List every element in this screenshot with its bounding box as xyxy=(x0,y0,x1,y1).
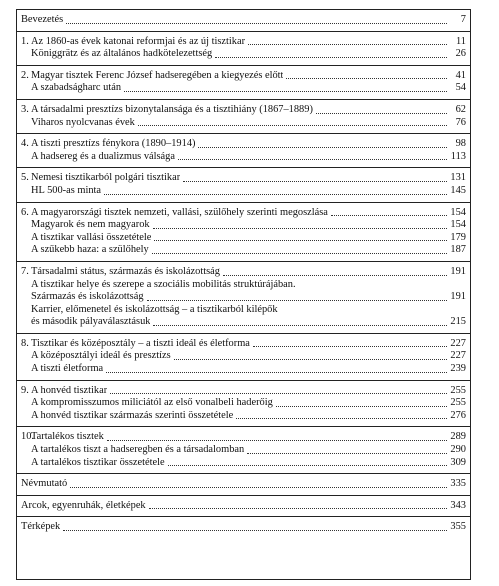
toc-entry[interactable] xyxy=(21,338,466,351)
toc-section xyxy=(17,100,470,134)
leader-dots xyxy=(183,180,447,182)
toc-subentry[interactable] xyxy=(21,304,466,329)
page-number: 41 xyxy=(455,69,466,81)
leader-dots xyxy=(286,77,447,79)
page-number: 276 xyxy=(450,409,466,421)
leader-dots xyxy=(154,239,447,241)
toc-section xyxy=(17,427,470,474)
entry-title: Tisztikar és középosztály – a tiszti ideál és életforma xyxy=(31,337,250,349)
leader-dots xyxy=(63,529,447,531)
entry-title: Magyar tisztek Ferenc József hadseregében a kiegyezés előtt xyxy=(31,69,284,81)
leader-dots xyxy=(153,227,447,229)
toc-entry[interactable] xyxy=(21,266,466,279)
page-number: 191 xyxy=(450,291,466,303)
toc-section xyxy=(17,381,470,428)
entry-title: Névmutató xyxy=(21,478,68,490)
toc-subentry[interactable] xyxy=(21,397,466,410)
leader-dots xyxy=(104,193,447,195)
toc-entry[interactable] xyxy=(21,431,466,444)
leader-dots xyxy=(147,299,447,301)
page-number: 343 xyxy=(450,499,466,511)
toc-section xyxy=(17,496,470,518)
entry-title: Viharos nyolcvanas évek xyxy=(31,116,135,128)
page-number: 179 xyxy=(450,231,466,243)
toc-entry[interactable] xyxy=(21,14,466,27)
toc-section xyxy=(17,134,470,168)
entry-number: 8. xyxy=(21,337,29,349)
toc-subentry[interactable] xyxy=(21,457,466,470)
toc-section xyxy=(17,203,470,262)
toc-entry[interactable] xyxy=(21,207,466,220)
page-number: 227 xyxy=(450,337,466,349)
toc-entry[interactable] xyxy=(21,385,466,398)
entry-title-continuation: és második pályaválasztásuk xyxy=(31,316,151,328)
leader-dots xyxy=(124,90,447,92)
entry-title: HL 500-as minta xyxy=(31,184,102,196)
entry-title: A tartalékos tisztikar összetétele xyxy=(31,456,165,468)
toc-entry[interactable] xyxy=(21,478,466,491)
entry-title: A tisztikar helye és szerepe a szociális mobilitás struktúrájában. xyxy=(31,278,296,290)
toc-subentry[interactable] xyxy=(21,410,466,423)
entry-title: A tiszti életforma xyxy=(31,363,104,375)
page-number: 113 xyxy=(450,150,466,162)
entry-number: 2. xyxy=(21,69,29,81)
page-number: 98 xyxy=(455,138,466,150)
entry-title: A középosztályi ideál és presztízs xyxy=(31,350,171,362)
entry-title: A tartalékos tiszt a hadseregben és a társadalomban xyxy=(31,444,245,456)
leader-dots xyxy=(152,252,447,254)
page-number: 131 xyxy=(450,172,466,184)
toc-entry[interactable] xyxy=(21,521,466,534)
entry-title: Térképek xyxy=(21,521,61,533)
toc-section xyxy=(17,262,470,334)
toc-entry[interactable] xyxy=(21,138,466,151)
leader-dots xyxy=(316,112,447,114)
entry-title: Nemesi tisztikarból polgári tisztikar xyxy=(31,172,181,184)
leader-dots xyxy=(106,371,447,373)
entry-title: Arcok, egyenruhák, életképek xyxy=(21,499,146,511)
entry-number: 7. xyxy=(21,265,29,277)
toc-subentry[interactable] xyxy=(21,185,466,198)
entry-number: 10. xyxy=(21,431,34,443)
entry-number: 4. xyxy=(21,138,29,150)
entry-title: A hadsereg és a dualizmus válsága xyxy=(31,150,175,162)
entry-title: Magyarok és nem magyarok xyxy=(31,219,150,231)
leader-dots xyxy=(153,324,447,326)
toc-section xyxy=(17,10,470,32)
toc-section xyxy=(17,474,470,496)
entry-number: 6. xyxy=(21,206,29,218)
entry-number: 9. xyxy=(21,384,29,396)
leader-dots xyxy=(215,56,447,58)
page-number: 154 xyxy=(450,206,466,218)
toc-section xyxy=(17,66,470,100)
toc-subentry[interactable] xyxy=(21,363,466,376)
page-number: 7 xyxy=(460,14,466,25)
leader-dots xyxy=(331,214,447,216)
page-number: 255 xyxy=(450,384,466,396)
entry-title: A kompromisszumos miliciától az első vonalbeli haderőig xyxy=(31,397,273,409)
entry-title-continuation: Származás és iskolázottság xyxy=(31,291,144,303)
toc-subentry[interactable] xyxy=(21,151,466,164)
leader-dots xyxy=(248,43,447,45)
entry-title: Karrier, előmenetel és iskolázottság – a tisztikarból kilépők xyxy=(31,303,278,315)
page-number: 145 xyxy=(450,184,466,196)
leader-dots xyxy=(198,146,447,148)
leader-dots xyxy=(110,392,447,394)
entry-title: Az 1860-as évek katonai reformjai és az új tisztikar xyxy=(31,35,246,47)
entry-title: A honvéd tisztikar xyxy=(31,384,108,396)
toc-entry[interactable] xyxy=(21,70,466,83)
page-number: 54 xyxy=(455,82,466,94)
leader-dots xyxy=(174,358,447,360)
entry-title: Társadalmi státus, származás és iskolázottság xyxy=(31,265,220,277)
toc-subentry[interactable] xyxy=(21,82,466,95)
toc-section xyxy=(17,168,470,202)
page-number: 239 xyxy=(450,363,466,375)
page-number: 355 xyxy=(450,521,466,533)
leader-dots xyxy=(223,274,447,276)
toc-section xyxy=(17,32,470,66)
leader-dots xyxy=(236,417,447,419)
leader-dots xyxy=(107,439,447,441)
page-number: 191 xyxy=(450,265,466,277)
page-number: 290 xyxy=(450,444,466,456)
toc-subentry[interactable] xyxy=(21,279,466,304)
toc-entry[interactable] xyxy=(21,172,466,185)
toc-subentry[interactable] xyxy=(21,232,466,245)
toc-subentry[interactable] xyxy=(21,219,466,232)
toc-section xyxy=(17,517,470,538)
toc-subentry[interactable] xyxy=(21,244,466,257)
entry-number: 3. xyxy=(21,103,29,115)
entry-title: A honvéd tisztikar származás szerinti összetétele xyxy=(31,409,234,421)
entry-title: A szabadságharc után xyxy=(31,82,122,94)
page-number: 309 xyxy=(450,456,466,468)
toc-entry[interactable] xyxy=(21,500,466,513)
entry-number: 5. xyxy=(21,172,29,184)
entry-number: 1. xyxy=(21,35,29,47)
toc-section xyxy=(17,334,470,381)
page-number: 227 xyxy=(450,350,466,362)
page-number: 76 xyxy=(455,116,466,128)
leader-dots xyxy=(276,405,447,407)
toc-entry[interactable] xyxy=(21,36,466,49)
page-number: 187 xyxy=(450,244,466,256)
page-number: 215 xyxy=(450,316,466,328)
entry-title: A szűkebb haza: a szülőhely xyxy=(31,244,149,256)
page-number: 255 xyxy=(450,397,466,409)
entry-title: A magyarországi tisztek nemzeti, vallási, szülőhely szerinti megoszlása xyxy=(31,206,328,218)
leader-dots xyxy=(70,486,447,488)
entry-title: A tiszti presztízs fénykora (1890–1914) xyxy=(31,138,196,150)
page-number: 11 xyxy=(455,35,466,47)
toc-subentry[interactable] xyxy=(21,48,466,61)
leader-dots xyxy=(247,452,447,454)
leader-dots xyxy=(138,124,447,126)
page-number: 154 xyxy=(450,219,466,231)
leader-dots xyxy=(149,507,447,509)
toc-entry[interactable] xyxy=(21,104,466,117)
toc-subentry[interactable] xyxy=(21,444,466,457)
leader-dots xyxy=(178,158,447,160)
entry-title: A társadalmi presztízs bizonytalansága és a tisztihiány (1867–1889) xyxy=(31,103,313,115)
page-number: 26 xyxy=(455,48,466,60)
leader-dots xyxy=(66,22,447,24)
table-of-contents xyxy=(16,9,471,580)
toc-subentry[interactable] xyxy=(21,350,466,363)
page-number: 289 xyxy=(450,431,466,443)
page-number: 335 xyxy=(450,478,466,490)
page-number: 62 xyxy=(455,103,466,115)
toc-subentry[interactable] xyxy=(21,117,466,130)
entry-title: Tartalékos tisztek xyxy=(31,431,104,443)
entry-title: A tisztikar vallási összetétele xyxy=(31,231,152,243)
leader-dots xyxy=(168,464,447,466)
leader-dots xyxy=(253,345,447,347)
entry-title: Bevezetés xyxy=(21,14,64,25)
entry-title: Königgrätz és az általános hadkötelezettség xyxy=(31,48,213,60)
